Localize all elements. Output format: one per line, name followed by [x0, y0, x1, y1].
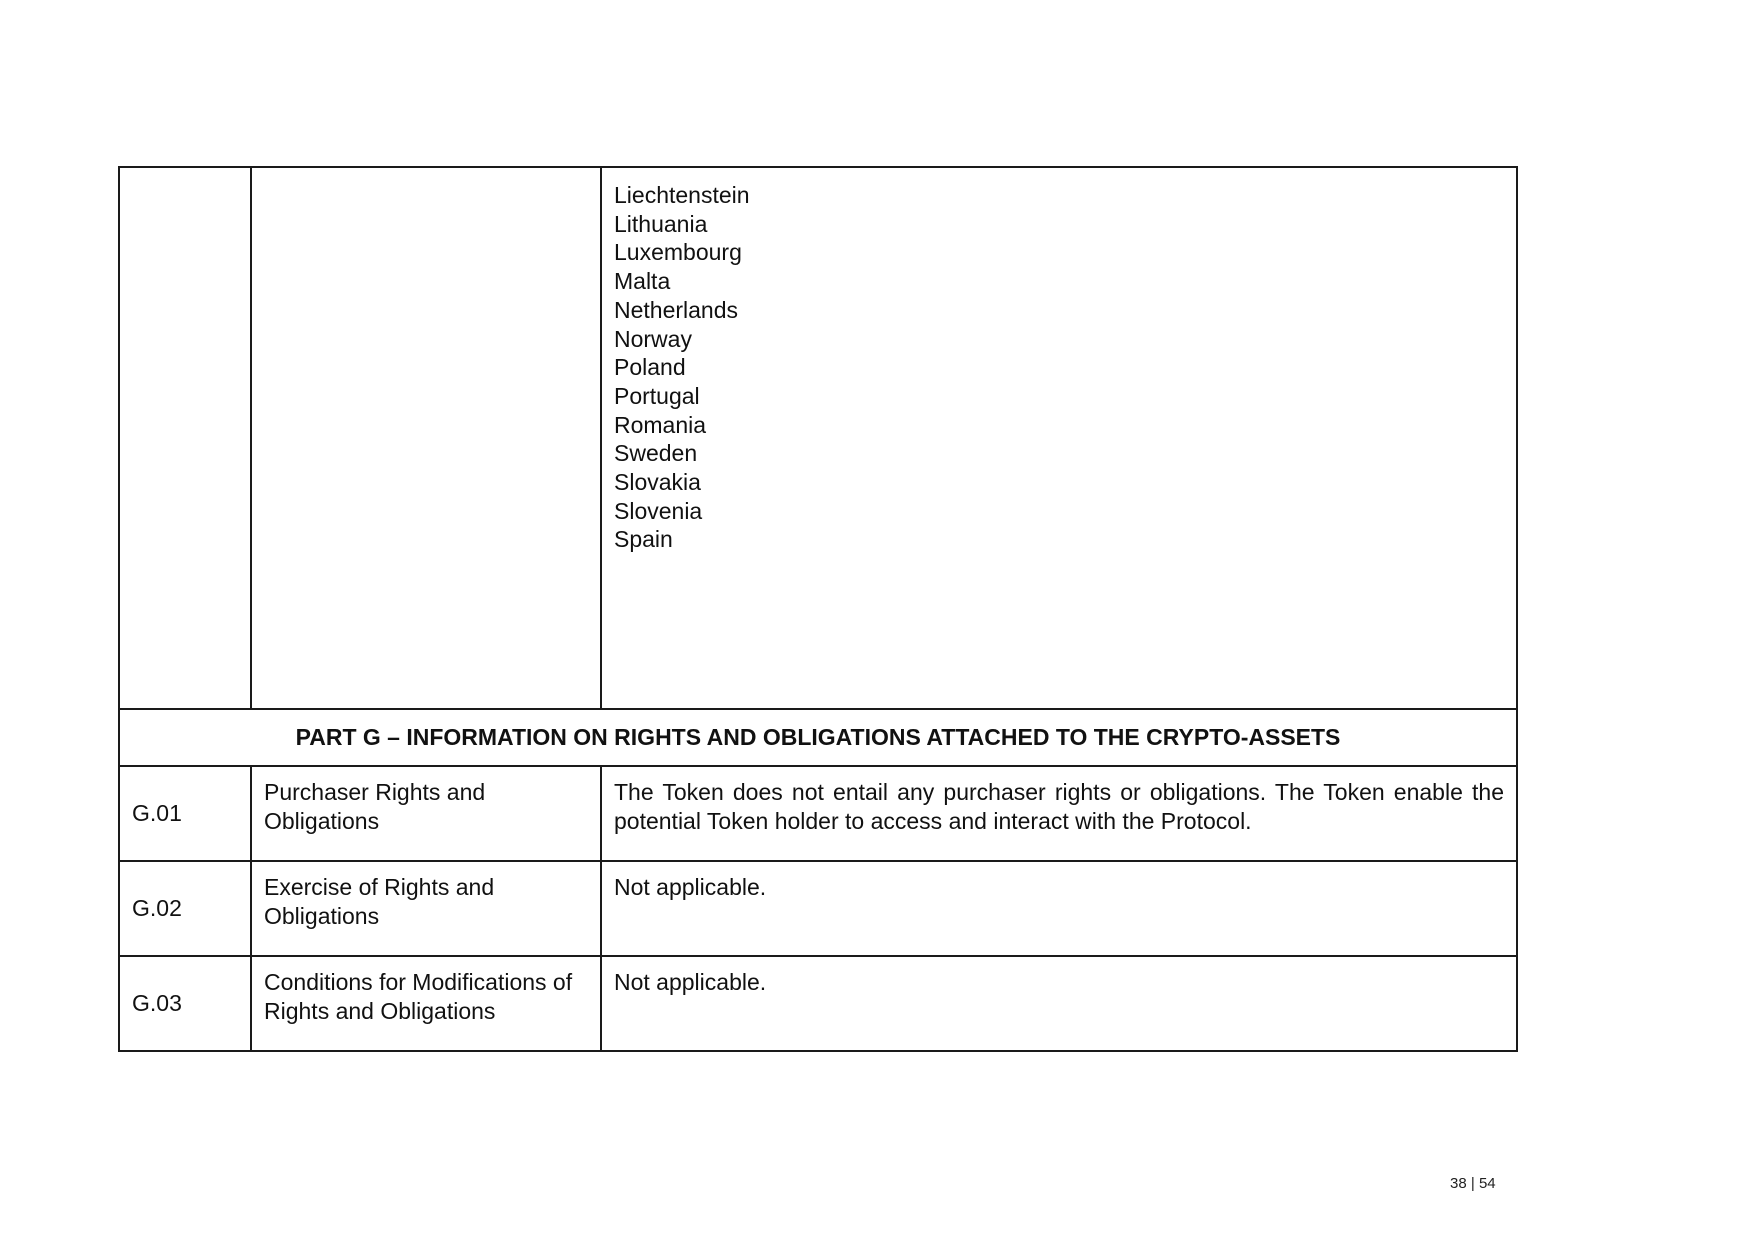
country-item: Malta [614, 268, 671, 295]
country-item: Liechtenstein [614, 182, 750, 208]
page-total: 54 [1478, 1175, 1496, 1192]
page-current: 38 [1450, 1175, 1467, 1192]
row-label: Conditions for Modifications of Rights and Obligations [251, 956, 601, 1051]
country-item: Sweden [614, 440, 698, 467]
row-id: G.03 [119, 956, 251, 1051]
country-item: Slovenia [614, 497, 703, 524]
countries-value-cell [601, 167, 1517, 709]
row-label: Exercise of Rights and Obligations [251, 861, 601, 956]
country-item: Lithuania [614, 210, 708, 237]
row-value: The Token does not entail any purchaser rights or obligations. The Token enable the potential Token holder to access and interact with the Protocol. [601, 766, 1517, 861]
page-separator: | [1470, 1175, 1475, 1192]
table-row [119, 766, 1517, 861]
table-row [119, 861, 1517, 956]
country-item: Slovakia [614, 469, 701, 496]
section-title: PART G – INFORMATION ON RIGHTS AND OBLIGATIONS ATTACHED TO THE CRYPTO-ASSETS [119, 709, 1517, 766]
country-item: Netherlands [614, 296, 739, 323]
row-id: G.01 [119, 766, 251, 861]
country-item: Poland [614, 354, 686, 381]
table-row [119, 956, 1517, 1051]
countries-label-cell [251, 167, 601, 709]
info-table [118, 166, 1518, 1052]
country-item: Norway [614, 325, 692, 352]
row-label: Purchaser Rights and Obligations [251, 766, 601, 861]
country-item: Spain [614, 526, 673, 553]
countries-id-cell [119, 167, 251, 709]
country-item: Luxembourg [614, 239, 742, 266]
countries-list [602, 168, 1516, 554]
country-item: Portugal [614, 382, 700, 409]
row-id: G.02 [119, 861, 251, 956]
row-value: Not applicable. [601, 956, 1517, 1051]
countries-row [119, 167, 1517, 709]
section-header-row [119, 709, 1517, 766]
country-item: Romania [614, 411, 707, 438]
row-value: Not applicable. [601, 861, 1517, 956]
page-number [1450, 1175, 1496, 1192]
